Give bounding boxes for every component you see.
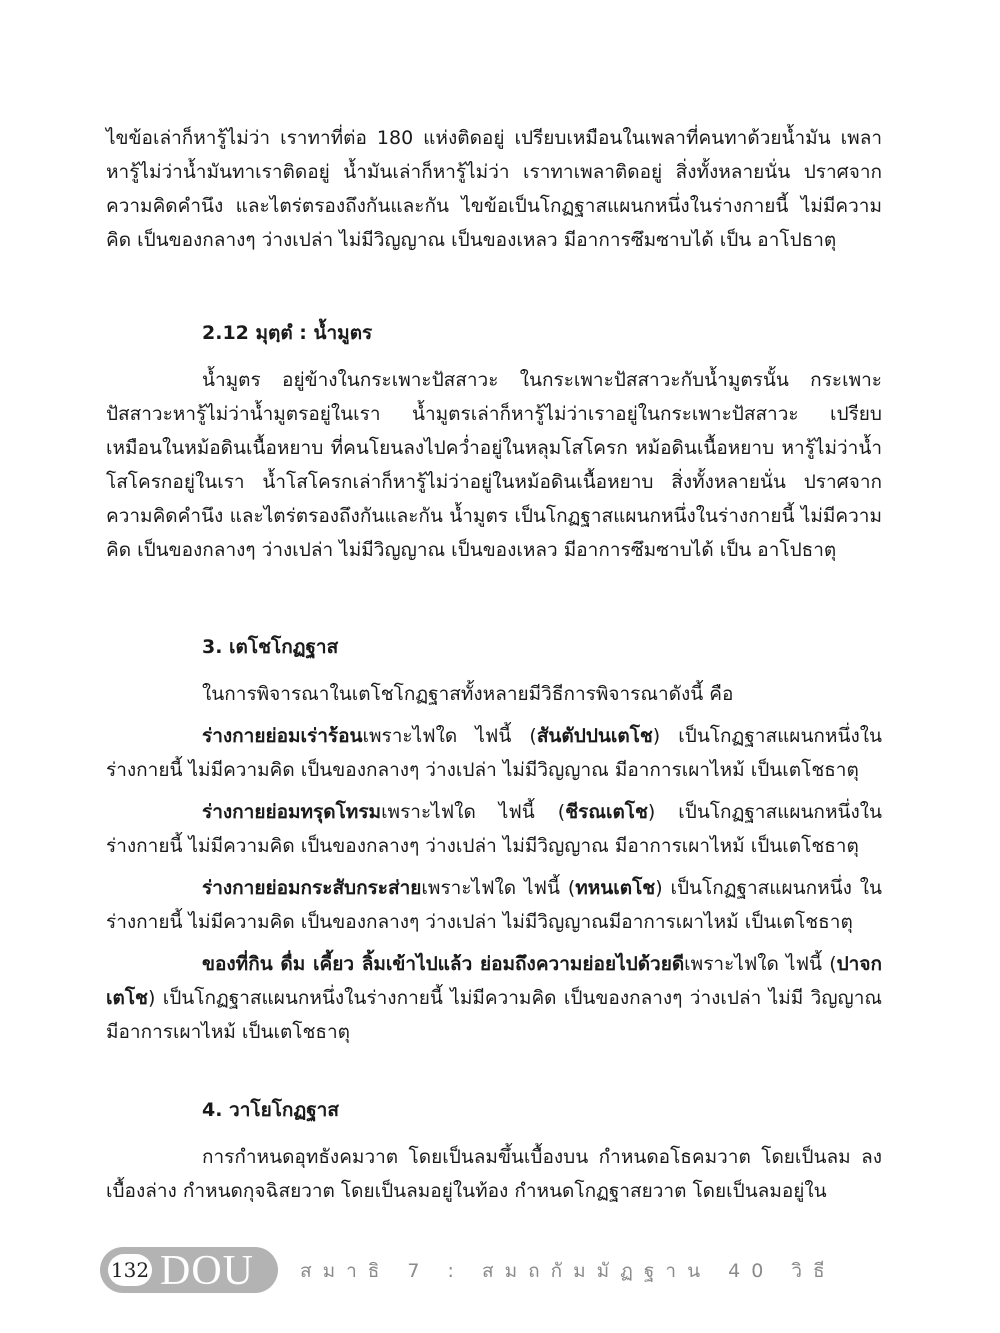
fire-item-tail: ) เป็นโกฏฐาสแผนกหนึ่ง ในร่างกายนี้ ไม่มีความคิด เป็นของกลางๆ ว่างเปล่า ไม่มีวิญญาณมีอาการเผาไหม้ เป็นเตโชธาตุ (106, 877, 882, 933)
fire-item-name: ทหนเตโช (575, 877, 656, 899)
heading-3-fire-element: 3. เตโชโกฏฐาส (202, 636, 339, 658)
brand-logo-text: DOU (160, 1248, 254, 1294)
fire-item-3 (106, 871, 882, 939)
fire-item-name: สันตัปปนเตโช (536, 725, 653, 747)
footer-badge (100, 1247, 278, 1293)
fire-item-mid: เพราะไฟใด ไฟนี้ ( (684, 953, 837, 975)
heading-4-wind-element: 4. วาโยโกฏฐาส (202, 1099, 339, 1121)
fire-item-1 (106, 719, 882, 787)
fire-item-2 (106, 795, 882, 863)
page-footer (100, 1247, 900, 1295)
fire-item-lead: ร่างกายย่อมทรุดโทรม (202, 801, 382, 823)
fire-item-tail: ) เป็นโกฏฐาสแผนกหนึ่งใน ร่างกายนี้ ไม่มีความคิด เป็นของกลางๆ ว่างเปล่า ไม่มีวิญญาณ มีอาการเผาไหม้ เป็นเตโชธาตุ (106, 725, 882, 781)
fire-item-4 (106, 947, 882, 1049)
fire-item-mid: เพราะไฟใด ไฟนี้ ( (381, 801, 566, 823)
fire-element-section (106, 677, 882, 1049)
running-title: สมาธิ 7 : สมถกัมมัฏฐาน 40 วิธี (300, 1260, 836, 1282)
fire-item-lead: ร่างกายย่อมเร่าร้อน (202, 725, 363, 747)
fire-item-tail: ) เป็นโกฏฐาสแผนกหนึ่งใน ร่างกายนี้ ไม่มีความคิด เป็นของกลางๆ ว่างเปล่า ไม่มีวิญญาณ มีอาการเผาไหม้ เป็นเตโชธาตุ (106, 801, 882, 857)
fire-item-tail: ) เป็นโกฏฐาสแผนกหนึ่งในร่างกายนี้ ไม่มีความคิด เป็นของกลางๆ ว่างเปล่า ไม่มี วิญญาณ มีอาการเผาไหม้ เป็นเตโชธาตุ (106, 987, 882, 1043)
fire-item-lead: ร่างกายย่อมกระสับกระส่าย (202, 877, 422, 899)
fire-item-name: ปาจกเตโช (106, 953, 882, 1009)
fire-item-mid: เพราะไฟใด ไฟนี้ ( (362, 725, 537, 747)
paragraph-wind-element (106, 1140, 882, 1208)
fire-item-mid: เพราะไฟใด ไฟนี้ ( (421, 877, 576, 899)
body-text: ไขข้อเล่าก็หารู้ไม่ว่า เราทาที่ต่อ 180 แห่งติดอยู่ เปรียบเหมือนในเพลาที่คนทาด้วยน้ำมัน เพลา หารู้ไม่ว่าน้ำมันทาเราติดอยู่ น้ำมันเล่าก็หารู้ไม่ว่า เราทาเพลาติดอยู่ สิ่งทั้งหลายนั่น ปราศจากความคิดคำนึง และไตร่ตรองถึงกันและกัน ไขข้อเป็นโกฏฐาสแผนกหนึ่งในร่างกายนี้ ไม่มีความคิด เป็นของกลางๆ ว่างเปล่า ไม่มีวิญญาณ เป็นของเหลว มีอาการซึมซาบได้ เป็น อาโปธาตุ (106, 127, 882, 251)
fire-item-name: ชีรณเตโช (565, 801, 648, 823)
body-text: น้ำมูตร อยู่ข้างในกระเพาะปัสสาวะ ในกระเพาะปัสสาวะกับน้ำมูตรนั้น กระเพาะ ปัสสาวะหารู้ไม่ว่าน้ำมูตรอยู่ในเรา น้ำมูตรเล่าก็หารู้ไม่ว่าเราอยู่ในกระเพาะปัสสาวะ เปรียบเหมือนในหม้อดินเนื้อหยาบ ที่คนโยนลงไปคว่ำอยู่ในหลุมโสโครก หม้อดินเนื้อหยาบ หารู้ไม่ว่าน้ำโสโครกอยู่ในเรา น้ำโสโครกเล่าก็หารู้ไม่ว่าอยู่ในหม้อดินเนื้อหยาบ สิ่งทั้งหลายนั่น ปราศจากความคิดคำนึง และไตร่ตรองถึงกันและกัน น้ำมูตร เป็นโกฏฐาสแผนกหนึ่งในร่างกายนี้ ไม่มีความคิด เป็นของกลางๆ ว่างเปล่า ไม่มีวิญญาณ เป็นของเหลว มีอาการซึมซาบได้ เป็น อาโปธาตุ (106, 369, 882, 561)
page-number: 132 (108, 1254, 152, 1286)
body-text: การกำหนดอุทธังคมวาต โดยเป็นลมขึ้นเบื้องบน กำหนดอโธคมวาต โดยเป็นลม ลงเบื้องล่าง กำหนดกุจฉิสยวาต โดยเป็นลมอยู่ในท้อง กำหนดโกฏฐาสยวาต โดยเป็นลมอยู่ใน (106, 1146, 882, 1202)
paragraph-urine (106, 363, 882, 567)
fire-item-lead: ของที่กิน ดื่ม เคี้ยว ลิ้มเข้าไปแล้ว ย่อมถึงความย่อยไปด้วยดี (202, 953, 685, 975)
fire-intro-text: ในการพิจารณาในเตโชโกฏฐาสทั้งหลายมีวิธีการพิจารณาดังนี้ คือ (202, 683, 734, 705)
heading-2-12-urine: 2.12 มุตฺตํ : น้ำมูตร (202, 322, 373, 344)
paragraph-synovial-fluid-cont (106, 121, 882, 257)
